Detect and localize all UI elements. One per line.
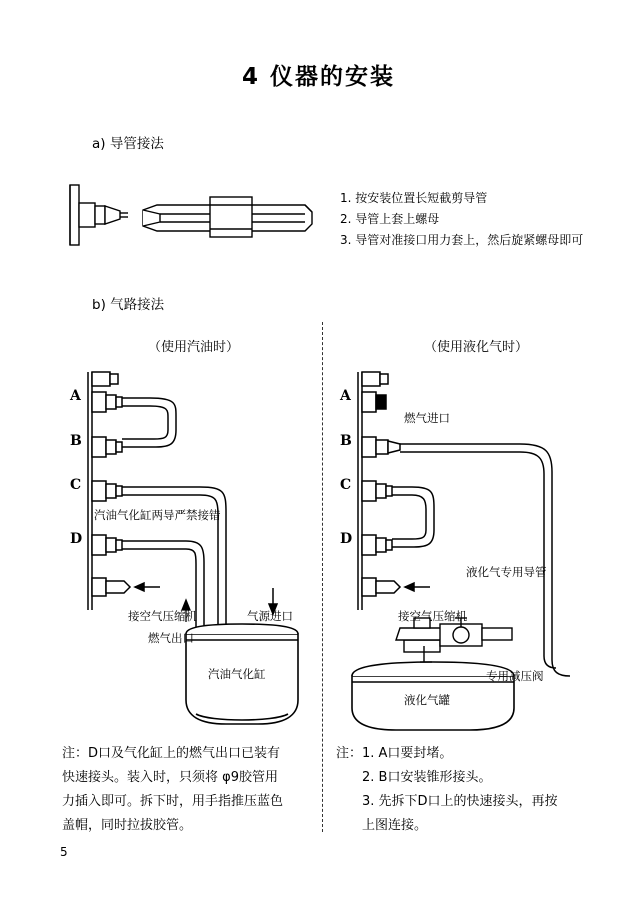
left-port-c: C <box>70 477 82 493</box>
left-note-line-4: 盖帽，同时拉拔胶管。 <box>62 818 193 833</box>
right-notes <box>336 742 586 838</box>
right-label-air-compressor: 接空气压缩机 <box>398 609 467 623</box>
left-note-line-2: 快速接头。装入时，只须将 φ9胶管用 <box>62 770 278 785</box>
left-diagram-heading: （使用汽油时） <box>148 340 240 355</box>
right-port-a: A <box>340 388 351 404</box>
right-port-b: B <box>340 433 352 449</box>
page-title: 4 仪器的安装 <box>241 64 395 90</box>
right-note-line-1: 注：1. A口要封堵。 <box>336 746 453 761</box>
left-note-line-1: 注：D口及气化缸上的燃气出口已装有 <box>62 746 281 761</box>
left-port-d: D <box>70 531 83 547</box>
left-port-a: A <box>70 388 81 404</box>
left-label-vaporizer-warning: 汽油气化缸两导严禁接错 <box>94 508 221 522</box>
left-label-air-compressor: 接空气压缩机 <box>128 609 197 623</box>
left-label-gas-source-inlet: 气源进口 <box>247 609 293 623</box>
right-label-pressure-regulator: 专用减压阀 <box>486 669 544 683</box>
step-3: 3. 导管对准接口用力套上，然后旋紧螺母即可 <box>340 233 584 247</box>
section-b-label: b) 气路接法 <box>92 297 165 313</box>
right-note-line-4: 上图连接。 <box>362 818 428 833</box>
right-port-c: C <box>340 477 352 493</box>
right-label-lpg-tank: 液化气罐 <box>404 693 450 707</box>
left-port-b: B <box>70 433 82 449</box>
left-label-gas-outlet: 燃气出口 <box>148 631 194 645</box>
page-number: 5 <box>60 845 68 859</box>
right-port-d: D <box>340 531 353 547</box>
step-1: 1. 按安装位置长短截剪导管 <box>340 191 488 205</box>
left-notes <box>62 742 312 838</box>
section-a-label: a) 导管接法 <box>92 136 164 152</box>
step-2: 2. 导管上套上螺母 <box>340 212 440 226</box>
right-label-lpg-hose: 液化气专用导管 <box>466 565 547 579</box>
right-note-line-3: 3. 先拆下D口上的快速接头，再按 <box>362 794 558 809</box>
left-note-line-3: 力插入即可。拆下时，用手指推压蓝色 <box>62 794 284 809</box>
right-label-gas-inlet: 燃气进口 <box>404 411 450 425</box>
right-diagram-heading: （使用液化气时） <box>424 340 529 355</box>
left-label-vaporizer-tank: 汽油气化缸 <box>208 667 266 681</box>
right-note-line-2: 2. B口安装锥形接头。 <box>362 770 492 785</box>
